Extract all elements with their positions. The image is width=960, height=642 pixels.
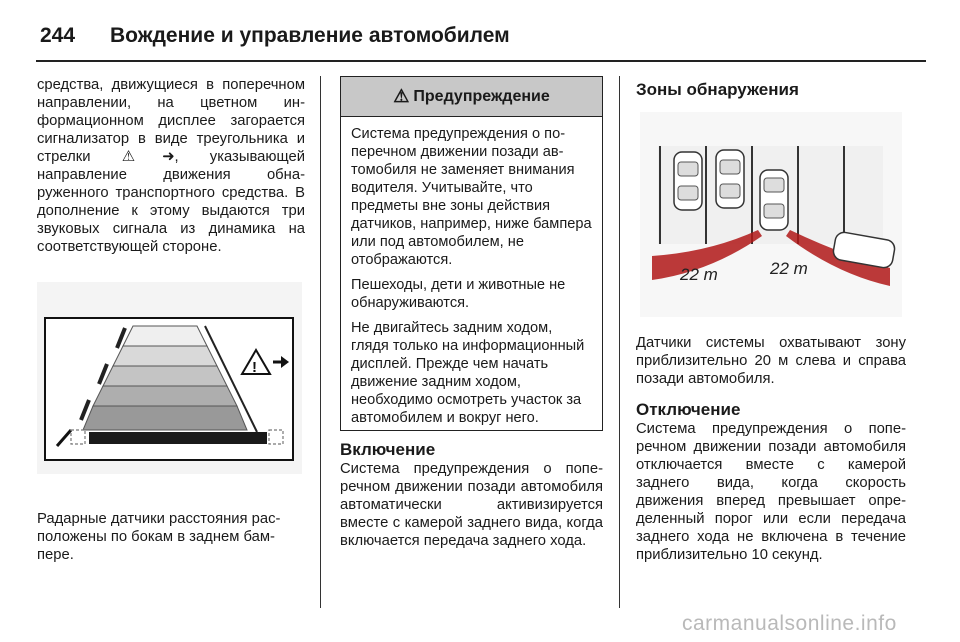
- warning-header: [341, 77, 602, 117]
- section-activation-title: Включение: [340, 440, 436, 459]
- page-title: Вождение и управление автомобилем: [110, 24, 510, 47]
- column-1: [37, 76, 305, 256]
- warning-triangle-icon: ⚠: [393, 86, 410, 106]
- warning-box: [340, 76, 603, 431]
- zone-label-left: 22 m: [680, 265, 718, 284]
- warning-body: [341, 117, 602, 427]
- column-divider-1: [320, 76, 321, 608]
- detection-zones-figure: [640, 112, 902, 317]
- section-zones-text: Датчики системы охватывают зону приблизительно 20 м слева и справа позади автомобиля.: [636, 335, 906, 387]
- warning-paragraph: Не двигайтесь задним ходом, глядя только на информационный дисплей. Прежде чем начать движение задним ходом, необходимо осмотреть участок за автомобилем и вокруг него.: [351, 320, 585, 426]
- page-header: [36, 14, 926, 62]
- section-deactivation: [636, 400, 906, 564]
- section-deactivation-title: Отключение: [636, 400, 741, 419]
- warning-paragraph: Пешеходы, дети и животные не обнаруживаются.: [351, 277, 566, 311]
- zone-label-right: 22 m: [770, 259, 808, 278]
- section-activation: [340, 440, 603, 550]
- intro-paragraph: средства, движущиеся в поперечном направлении, на цветном информационном дисплее загорается сигнализатор в виде треугольника и стрелки ⚠➜, указывающей направление движения обнаруженного транспортного средства. В дополнение к этому выдаются три звуковых сигнала из динамика на соответствующей стороне.: [37, 77, 305, 255]
- section-activation-text: Система предупреждения о поперечном движении позади автомобиля автоматически активизируется вместе с камерой заднего вида, когда включается передача заднего хода.: [340, 461, 603, 549]
- warning-title: Предупреждение: [413, 87, 550, 105]
- rear-camera-display-figure: [37, 282, 302, 474]
- section-zones-title: Зоны обнаружения: [636, 80, 799, 99]
- header-rule: [36, 60, 926, 62]
- page-number: 244: [40, 24, 76, 47]
- figure-caption: Радарные датчики расстояния расположены по бокам в заднем бампере.: [37, 511, 281, 563]
- section-deactivation-text: Система предупреждения о поперечном движении позади автомобиля отключается вместе с камерой заднего вида, когда скорость движения вперед превышает определенный порог или если передача заднего хода не включена в течение приблизительно 10 секунд.: [636, 421, 906, 563]
- svg-text:!: !: [252, 359, 257, 376]
- warning-paragraph: Система предупреждения о поперечном движении позади автомобиля не заменяет внимания водителя. Учитывайте, что предметы вне зоны действия датчиков, например, ниже бампера или под автомобилем, не отображаются.: [351, 126, 592, 268]
- watermark: carmanualsonline.info: [682, 612, 897, 635]
- column-divider-2: [619, 76, 620, 608]
